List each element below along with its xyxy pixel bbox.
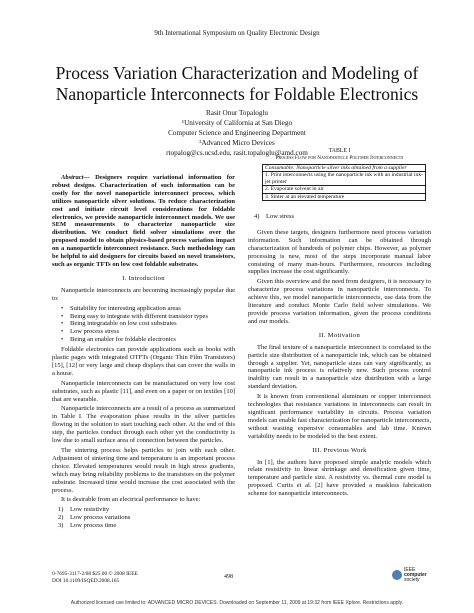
list-item: 4) Low stress [254, 213, 294, 221]
ieee-computer-society-logo [392, 568, 430, 586]
affiliation-1-dept: Computer Science and Engineering Department [168, 129, 306, 137]
page-number: 498 [224, 574, 233, 580]
table-cell: 2. Evaporate solvent in air [263, 186, 426, 193]
bullet-icon: • [61, 328, 64, 336]
abstract-text: — Designers require variational information for robust designs. Characterization of such information can be costly for the novel nanoparticle interconnect process, which utilizes nanoparticle silver solutions. To reduce characterization cost and initiate circuit level considerations for foldable electronics, we provide nanoparticle interconnect models. We use SEM measurements to characterize nanoparticle size distribution. We conduct field solver simulations over the proposed model to obtain physics-based process variation impact on a nanoparticle interconnect resistance. Such methodology can be helpful to aid designers for circuits based on novel transistors, such as organic TFTs on low cost foldable substrates. [52, 174, 235, 268]
list-item: 3) Low process time [58, 522, 117, 530]
table-caption: TABLE I [328, 148, 351, 154]
right-paragraph-1: Given these targets, designers furthermore need process variation information. Such information can be obtained through characterization of hundreds of polymer chips. However, as polymer processing is new, most of the steps incorporate manual labor consisting of many man-hours. Furthermore, resources including supplies increase the cost significantly. [248, 228, 431, 276]
left-column [52, 174, 235, 532]
table-row [263, 193, 426, 200]
intro-paragraph-5: The sintering process helps particles to join with each other. Adjustment of sintering time and temperature is an important process choice. Elevated temperatures would result in high stress gradients, which may bring reliability problems to the transistors on the polymer substrate. Increased time would increase the cost associated with the process. [52, 447, 235, 494]
table-row [263, 172, 426, 186]
affiliation-1: ¹University of California at San Diego [181, 119, 293, 127]
abstract-lead: Abstract [61, 174, 84, 181]
motivation-paragraph-1: The final texture of a nanoparticle interconnect is correlated to the particle size distribution of a nanoparticle ink, which can be obtained through a supplier. Yet, nanoparticle sizes can vary significantly, as nanoparticle ink process is relatively new. Such process control inability can result in a nanoparticle size distribution with a large standard deviation. [248, 343, 431, 391]
bullet-icon: • [61, 336, 64, 344]
logo-text: IEEE computer society [404, 567, 427, 584]
title-line-1: Process Variation Characterization and Modeling of [55, 63, 419, 83]
intro-paragraph-3: Nanoparticle interconnects can be manufactured on very low cost substrates, such as plastic [11], and even on a paper or on textiles [10] that are wearable. [52, 379, 235, 403]
author-name: Rasit Onur Topaloglu [205, 109, 269, 117]
intro-bullet-list [52, 305, 235, 345]
process-flow-table [262, 164, 426, 201]
author-email[interactable]: rtopalog@cs.ucsd.edu, rasit.topaloglu@amd.com [166, 149, 308, 157]
section-heading-introduction: I. Introduction [122, 274, 165, 282]
list-item: 1) Low resistivity [58, 506, 110, 514]
footer-citation [52, 571, 138, 584]
affiliation-2: ²Advanced Micro Devices [199, 139, 275, 147]
intro-paragraph-1: Nanoparticle interconnects are becoming increasingly popular due to: [52, 286, 235, 302]
bullet-icon: • [61, 320, 64, 328]
intro-paragraph-6: It is desirable from an electrical performance to have: [61, 496, 201, 504]
list-item: 2) Low process variations [58, 514, 131, 522]
list-item: • Being an enabler for foldable electronics [61, 336, 176, 344]
table-row [263, 186, 426, 193]
intro-paragraph-4: Nanoparticle interconnects are a result of a process as summarized in Table I. The evaporation phase results in the silver particles flowing in the solution to start touching each other. At the end of this step, the particles conduct through each other yet the conductivity is low due to small surface area of connection between the particles. [52, 405, 235, 445]
table-row [263, 165, 426, 172]
intro-paragraph-2: Foldable electronics can provide applications such as books with plastic pages with integrated OTFTs (Organic Thin Film Transistors) [15], [12] or very large and cheap displays that can cover the walls in a house. [52, 346, 235, 377]
right-column [248, 148, 431, 500]
numbered-list-continued [248, 213, 431, 221]
table-subcaption: Process Flow for Nanoparticle Polymer Interconnects [275, 155, 404, 161]
table-cell: Consumable: Nanoparticle silver inks obtained from a supplier [263, 165, 426, 172]
bullet-icon: • [61, 312, 64, 320]
list-item: • Being easy to integrate with different transistor types [61, 312, 208, 320]
section-heading-previous-work: III. Previous Work [312, 446, 367, 454]
table-cell: 1. Print interconnects using the nanoparticle ink with an industrial ink-jet printer [263, 172, 426, 186]
right-paragraph-2: Given this overview and the need from designers, it is necessary to characterize process variations in nanoparticle interconnects. To achieve this, we model nanoparticle interconnects, use data from the literature and conduct Monte Carlo field solver simulations. We provide process variation information, given the process conditions and our models. [248, 278, 432, 325]
previous-work-paragraph-1: In [1], the authors have proposed simple analytic models which relate resistivity to linear shrinkage and densification given time, temperature and particle size. A resistivity vs. thermal cure model is proposed. Curtis et al. [2] have provided a maskless fabrication scheme for nanoparticle interconnects. [248, 458, 431, 498]
list-item: • Being integratable on low cost substrates [61, 320, 177, 328]
license-notice: Authorized licensed use limited to: ADVANCED MICRO DEVICES. Downloaded on September 11, 2009 at 19:32 from IEEE Xplore. Restrictions apply. [70, 600, 404, 606]
logo-mark-icon [392, 570, 402, 580]
bullet-icon: • [61, 304, 64, 312]
list-item: • Low process stress [61, 328, 120, 336]
title-line-2: Nanoparticle Interconnects for Foldable Electronics [55, 84, 419, 104]
motivation-paragraph-2: It is known from conventional aluminum or copper interconnect technologies that resistance variations in interconnects can result in significant performance variability in circuits. Process variation models can enable fast characterization for nanoparticle interconnects, without wasting expensive consumables and lab time. Known variability needs to be modeled to the best extent. [248, 393, 431, 440]
footer-doi: DOI 10.1109/ISQED.2008.165 [52, 577, 120, 584]
list-item: • Suitability for interesting application areas [61, 304, 181, 312]
section-heading-motivation: II. Motivation [318, 331, 361, 339]
table-cell: 3. Sinter at an elevated temperature [263, 193, 426, 200]
paper-title [20, 63, 454, 105]
intro-numbered-list [52, 506, 235, 530]
footer-isbn: 0-7695-3117-2/08 $25.00 © 2008 IEEE [52, 571, 138, 577]
abstract [52, 174, 235, 269]
conference-header: 9th International Symposium on Quality Electronic Design [154, 29, 320, 37]
